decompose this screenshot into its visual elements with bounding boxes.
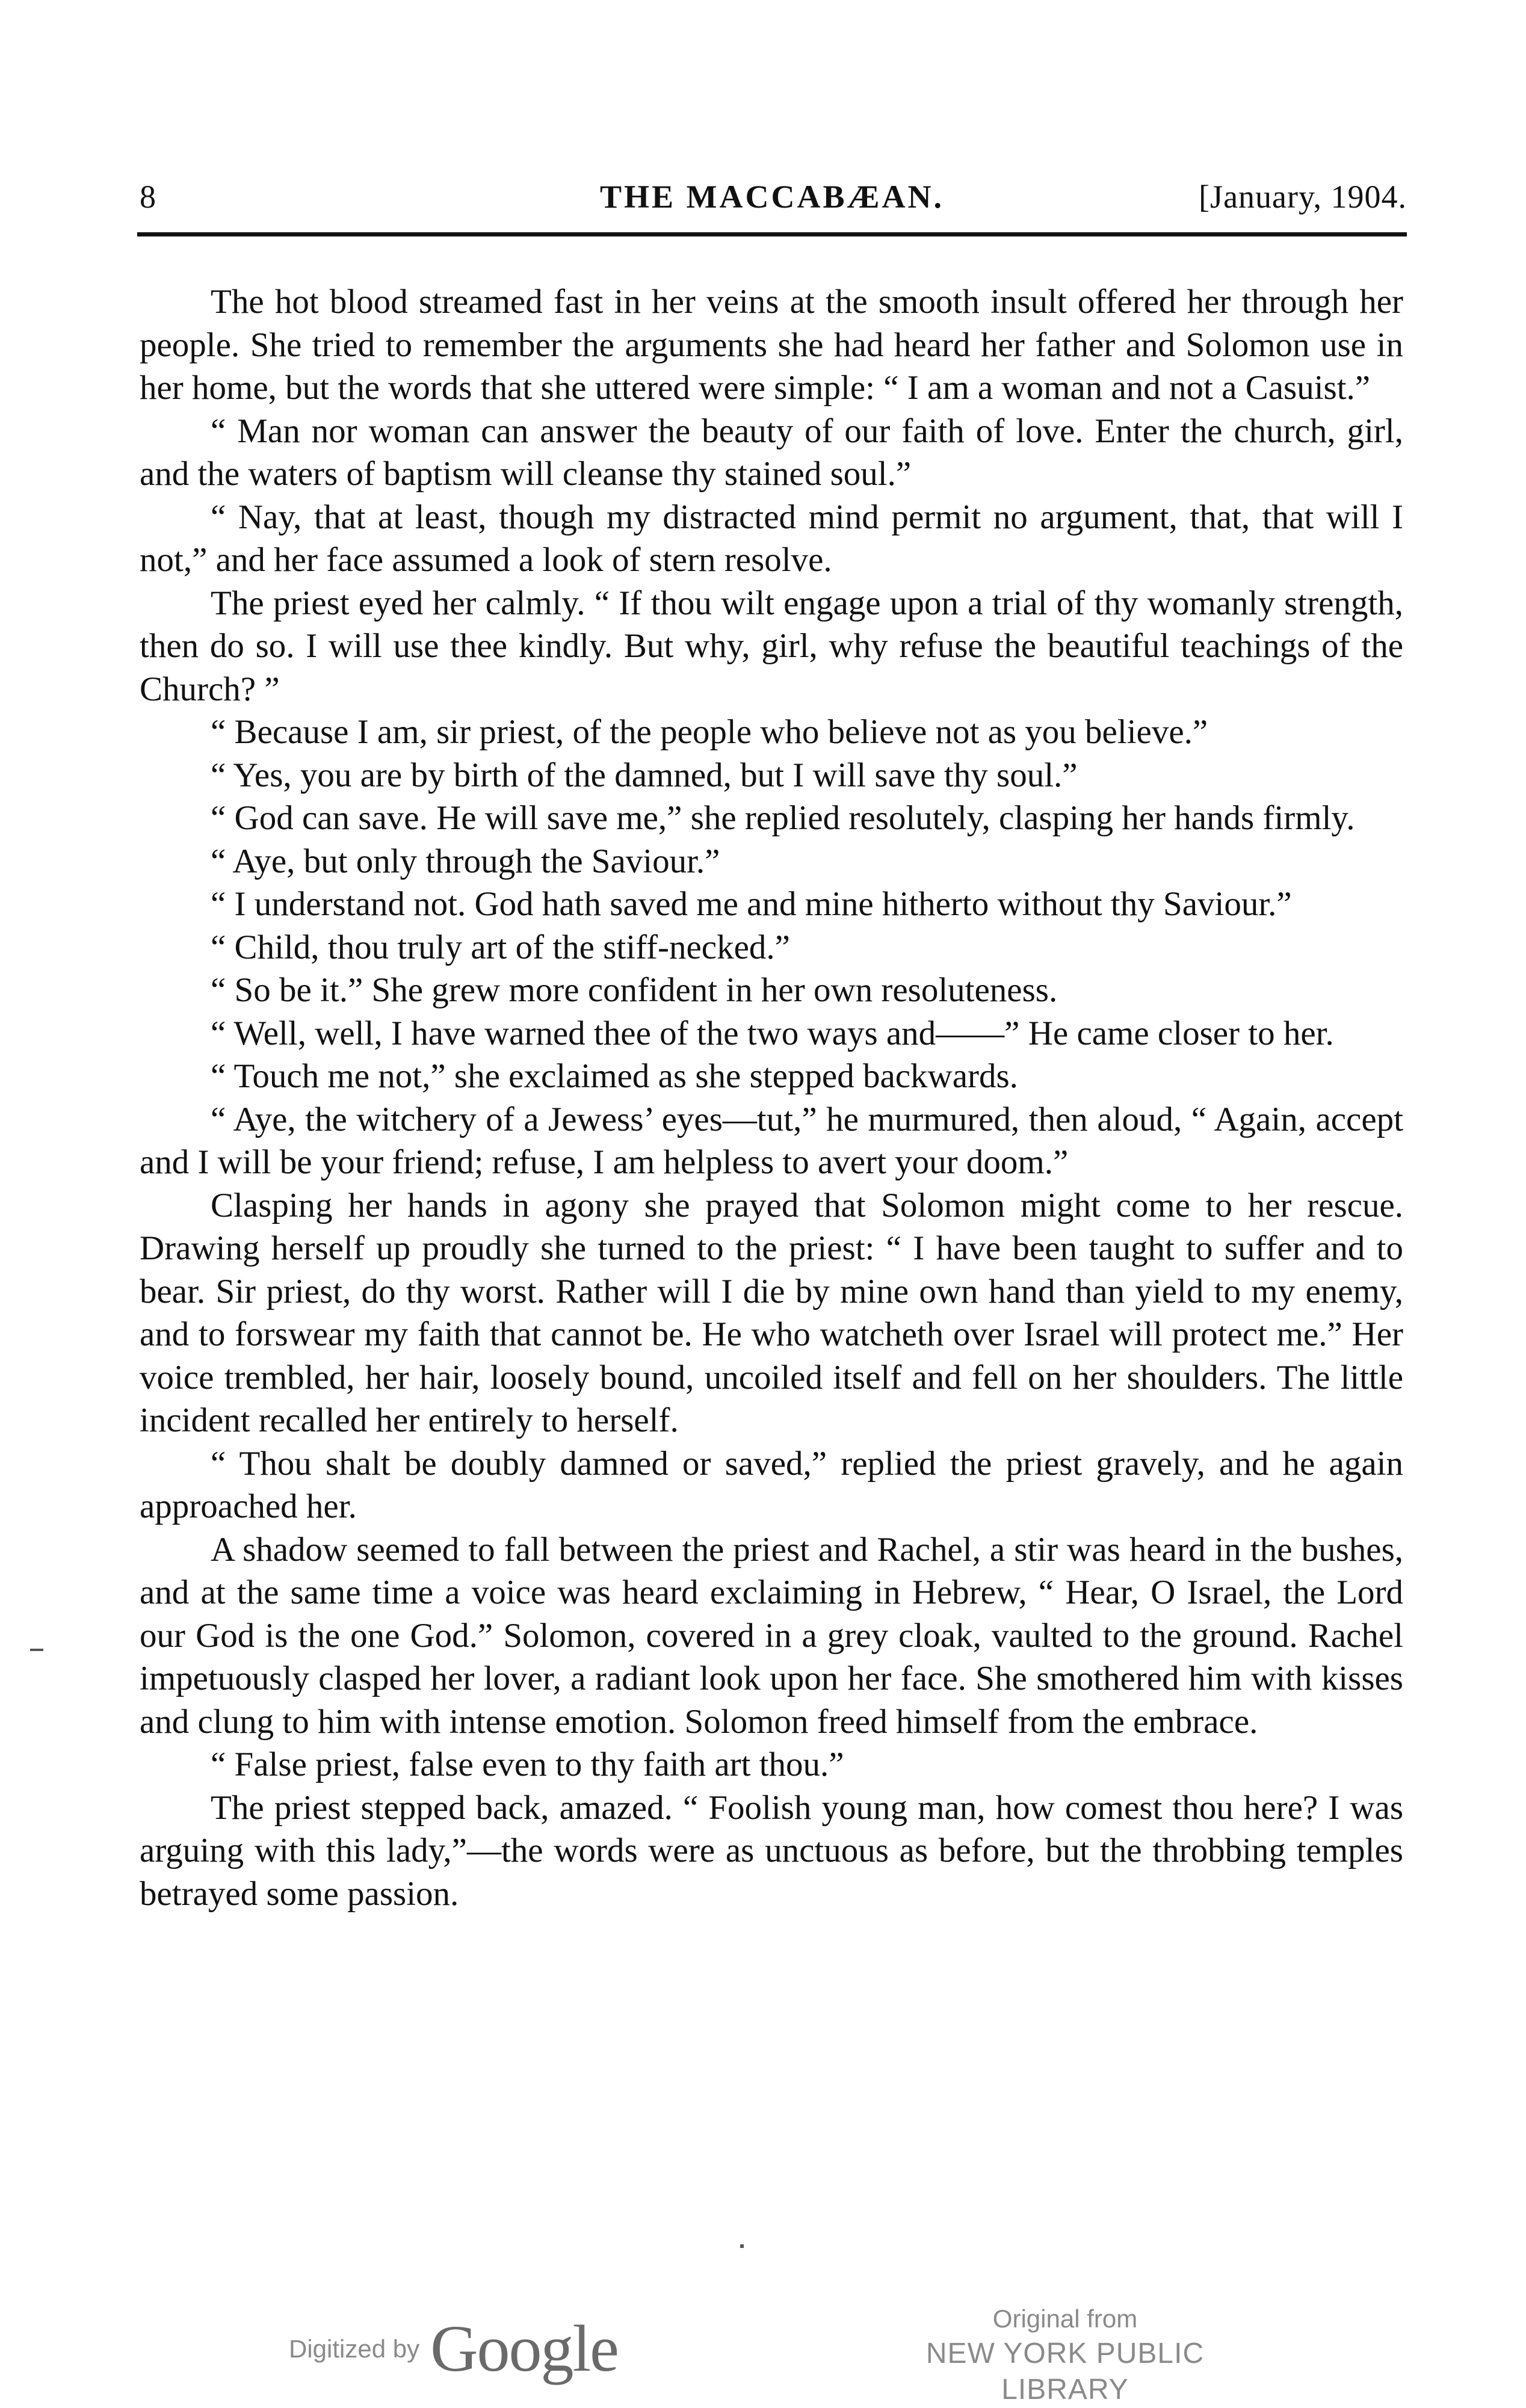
paragraph: The hot blood streamed fast in her veins at the smooth insult offered her through her people. She tried to remember the arguments she had heard her father and Solomon use in her home, but the words that she uttered were simple: “ I am a woman and not a Casuist.” (140, 283, 1403, 407)
scan-speck (740, 2244, 744, 2248)
paragraph: The priest eyed her calmly. “ If thou wilt engage upon a trial of thy womanly strength, then do so. I will use thee kindly. But why, girl, why refuse the beautiful teachings of the Church? ” (140, 584, 1403, 708)
paragraph: “ Nay, that at least, though my distracted mind permit no argument, that, that will I not,” and her face assumed a look of stern resolve. (140, 498, 1403, 579)
digitized-by-label: Digitized by (289, 2334, 420, 2363)
paragraph: The priest stepped back, amazed. “ Foolish young man, how comest thou here? I was arguing with this lady,”—the words were as unctuous as before, but the throbbing temples betrayed some passion. (140, 1788, 1403, 1913)
paragraph: “ Thou shalt be doubly damned or saved,” replied the priest gravely, and he again approached her. (140, 1444, 1403, 1525)
issue-date: [January, 1904. (1199, 179, 1407, 215)
running-header (137, 178, 1407, 231)
source-watermark (879, 2302, 1252, 2408)
google-logo: Google (430, 2312, 618, 2385)
article-body (140, 280, 1403, 1915)
paragraph: “ Well, well, I have warned thee of the two ways and——” He came closer to her. (211, 1014, 1334, 1052)
page-number: 8 (140, 179, 156, 215)
paragraph: Clasping her hands in agony she prayed that Solomon might come to her rescue. Drawing herself up proudly she turned to the priest: “ I have been taught to suffer and to bear. Sir priest, do thy worst. Rather will I die by mine own hand than yield to my enemy, and to forswear my faith that cannot be. He who watcheth over Israel will protect me.” Her voice trembled, her hair, loosely bound, uncoiled itself and fell on her shoulders. The little incident recalled her entirely to herself. (140, 1186, 1403, 1439)
digitized-by-watermark (289, 2311, 618, 2387)
scan-speck (30, 1649, 43, 1651)
paragraph: “ God can save. He will save me,” she replied resolutely, clasping her hands firmly. (211, 799, 1355, 837)
paragraph: A shadow seemed to fall between the priest and Rachel, a stir was heard in the bushes, and at the same time a voice was heard exclaiming in Hebrew, “ Hear, O Israel, the Lord our God is the one God.” Solomon, covered in a grey cloak, vaulted to the ground. Rachel impetuously clasped her lover, a radiant look upon her face. She smothered him with kisses and clung to him with intense emotion. Solomon freed himself from the embrace. (140, 1530, 1403, 1741)
paragraph: “ Yes, you are by birth of the damned, but I will save thy soul.” (211, 756, 1078, 794)
paragraph: “ Because I am, sir priest, of the people who believe not as you believe.” (211, 713, 1208, 751)
paragraph: “ Aye, but only through the Saviour.” (211, 842, 720, 880)
paragraph: “ I understand not. God hath saved me and mine hitherto without thy Saviour.” (211, 885, 1292, 923)
original-from-label: Original from (992, 2305, 1138, 2333)
journal-title: THE MACCABÆAN. (599, 179, 944, 215)
paragraph: “ Man nor woman can answer the beauty of our faith of love. Enter the church, girl, and the waters of baptism will cleanse thy stained soul.” (140, 412, 1403, 493)
paragraph: “ So be it.” She grew more confident in her own resoluteness. (211, 971, 1058, 1009)
library-name: NEW YORK PUBLIC LIBRARY (925, 2338, 1205, 2406)
header-rule (137, 232, 1407, 236)
paragraph: “ Child, thou truly art of the stiff-necked.” (211, 928, 790, 966)
paragraph: “ False priest, false even to thy faith art thou.” (211, 1746, 844, 1783)
paragraph: “ Aye, the witchery of a Jewess’ eyes—tut,” he murmured, then aloud, “ Again, accept and I will be your friend; refuse, I am helpless to avert your doom.” (140, 1100, 1403, 1181)
paragraph: “ Touch me not,” she exclaimed as she stepped backwards. (211, 1057, 1018, 1095)
